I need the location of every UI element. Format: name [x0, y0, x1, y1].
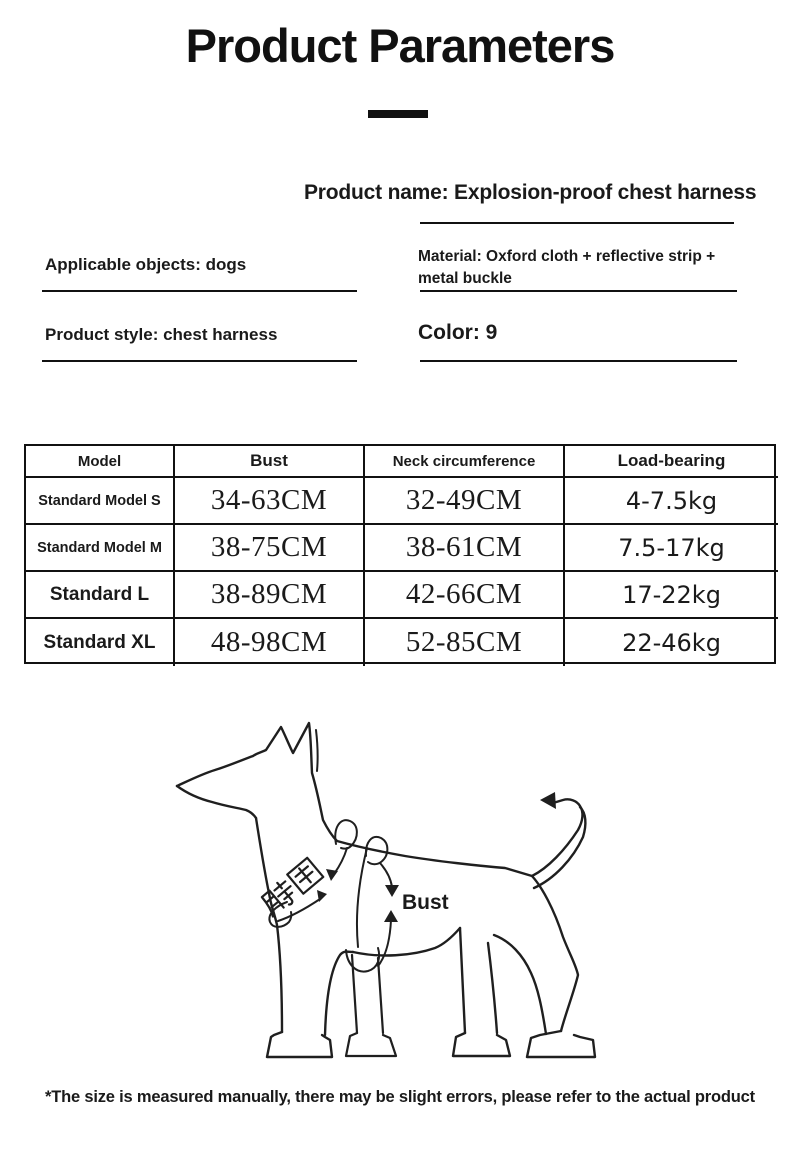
column-header-model: Model — [26, 446, 175, 478]
dog-jaw-line — [177, 786, 256, 818]
table-cell-model: Standard Model S — [26, 478, 175, 525]
applicable-underline — [42, 290, 357, 292]
bust-label: Bust — [402, 891, 449, 914]
dog-tail-arrowhead — [540, 792, 556, 809]
table-cell-neck: 32-49CM — [365, 478, 565, 525]
dog-outline — [177, 723, 532, 876]
dog-ear-inner-line — [316, 730, 318, 771]
dog-front-foot-far — [346, 1033, 396, 1056]
color-field: Color: 9 — [418, 321, 498, 344]
table-cell-neck: 52-85CM — [365, 619, 565, 666]
table-cell-load: 7.5-17kg — [565, 525, 778, 572]
material-underline — [420, 290, 737, 292]
color-underline — [420, 360, 737, 362]
material-field: Material: Oxford cloth + reflective strip + metal buckle — [418, 248, 716, 288]
page-title: Product Parameters — [185, 19, 615, 72]
style-underline — [42, 360, 357, 362]
dog-front-leg-near-back-edge — [325, 952, 353, 1035]
table-cell-model: Standard L — [26, 572, 175, 619]
dog-rear-leg-near — [460, 928, 497, 1033]
column-header-bust: Bust — [175, 446, 365, 478]
dog-chest-line — [256, 818, 282, 1032]
applicable-objects-field: Applicable objects: dogs — [45, 255, 247, 274]
table-cell-bust: 34-63CM — [175, 478, 365, 525]
table-cell-neck: 38-61CM — [365, 525, 565, 572]
table-cell-bust: 38-89CM — [175, 572, 365, 619]
title-underline-dash — [368, 110, 428, 118]
dog-rear-leg-far — [532, 876, 578, 1031]
table-cell-bust: 48-98CM — [175, 619, 365, 666]
dog-tail-outer — [532, 799, 582, 876]
neck-label-text — [0, 0, 1, 1]
dog-tail-inner — [534, 807, 585, 888]
table-cell-model: Standard XL — [26, 619, 175, 666]
column-header-load: Load-bearing — [565, 446, 778, 478]
product-name-underline — [420, 222, 734, 224]
dog-rear-foot-near — [453, 1033, 510, 1056]
table-cell-load: 17-22kg — [565, 572, 778, 619]
product-style-field: Product style: chest harness — [45, 325, 278, 344]
table-cell-model: Standard Model M — [26, 525, 175, 572]
dog-rear-foot-far — [527, 1031, 595, 1057]
table-cell-load: 4-7.5kg — [565, 478, 778, 525]
footer-disclaimer: *The size is measured manually, there may be slight errors, please refer to the actual product — [45, 1088, 755, 1106]
dog-rear-leg-far-inner-edge — [494, 935, 546, 1034]
neck-measure-ellipse — [269, 820, 356, 927]
table-cell-load: 22-46kg — [622, 628, 721, 657]
table-cell-bust: 38-75CM — [175, 525, 365, 572]
dog-measurement-diagram — [150, 690, 650, 1090]
size-table — [24, 444, 776, 664]
dog-front-foot-near — [267, 1032, 332, 1057]
table-cell-neck: 42-66CM — [365, 572, 565, 619]
product-name-line: Product name: Explosion-proof chest harness — [304, 181, 757, 204]
column-header-neck: Neck circumference — [365, 446, 565, 478]
dog-belly-line — [353, 928, 460, 955]
